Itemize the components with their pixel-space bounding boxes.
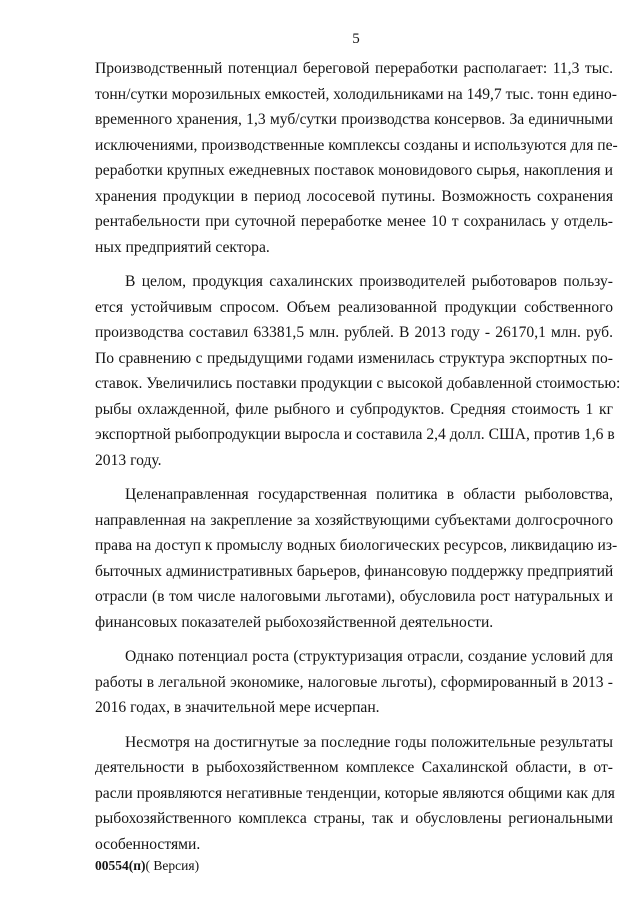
paragraph-line: временного хранения, 1,3 муб/сутки производства консервов. За единичными: [95, 111, 613, 128]
paragraph-line: рыбохозяйственного комплекса страны, так и обусловлены региональными: [95, 810, 613, 827]
paragraph-line: Несмотря на достигнутые за последние годы положительные результаты: [125, 733, 613, 751]
paragraph-line: По сравнению с предыдущими годами изменилась структура экспортных по-: [95, 349, 613, 367]
paragraph-line: быточных административных барьеров, финансовую поддержку предприятий: [95, 562, 614, 580]
paragraph-line: ставок. Увеличились поставки продукции с высокой добавленной стоимостью:: [95, 375, 621, 392]
paragraph-spacer: [95, 473, 613, 482]
paragraph-line: Однако потенциал роста (структуризация отрасли, создание условий для: [125, 648, 613, 665]
paragraph: [95, 644, 613, 721]
paragraph: [95, 56, 618, 260]
page-number: 5: [352, 31, 360, 47]
paragraph-line: рентабельности при суточной переработке менее 10 т сохранилась у отдель-: [95, 213, 613, 230]
paragraph-line: деятельности в рыбохозяйственном комплексе Сахалинской области, в от-: [95, 759, 613, 776]
paragraph-line: исключениями, производственные комплексы созданы и используются для пе-: [95, 136, 618, 154]
paragraph-line: расли проявляются негативные тенденции, которые являются общими как для: [95, 784, 615, 802]
paragraph-line: реработки крупных ежедневных поставок моновидового сырья, накопления и: [95, 162, 613, 179]
paragraph-spacer: [95, 260, 613, 269]
paragraph-line: ных предприятий сектора.: [95, 238, 270, 256]
paragraph-line: тонн/сутки морозильных емкостей, холодильниками на 149,7 тыс. тонн едино-: [95, 85, 617, 103]
paragraph-line: работы в легальной экономике, налоговые льготы), сформированный в 2013 -: [95, 673, 613, 691]
paragraph-line: права на доступ к промыслу водных биологических ресурсов, ликвидацию из-: [95, 537, 618, 554]
paragraph-spacer: [95, 721, 613, 730]
paragraph-line: направленная на закрепление за хозяйствующими субъектами долгосрочного: [95, 511, 613, 529]
paragraph-line: экспортной рыбопродукции выросла и составила 2,4 долл. США, против 1,6 в: [95, 426, 615, 443]
paragraph: [95, 269, 621, 473]
paragraph: [95, 730, 613, 858]
footer-label: ( Версия): [145, 858, 200, 873]
paragraph-line: 2016 годах, в значительной мере исчерпан.: [95, 699, 380, 716]
paragraph-line: Целенаправленная государственная политика в области рыболовства,: [125, 486, 613, 503]
paragraph-spacer: [95, 635, 613, 644]
paragraph-line: особенностями.: [95, 835, 201, 853]
paragraph-line: финансовых показателей рыбохозяйственной деятельности.: [95, 613, 494, 631]
document-body: [95, 56, 621, 857]
document-footer: [95, 858, 199, 874]
paragraph-line: отрасли (в том числе налоговыми льготами), обусловила рост натуральных и: [95, 588, 613, 605]
paragraph-line: Производственный потенциал береговой переработки располагает: 11,3 тыс.: [95, 60, 613, 77]
paragraph: [95, 482, 618, 635]
paragraph-line: хранения продукции в период лососевой путины. Возможность сохранения: [95, 187, 613, 205]
footer-code: 00554(п): [95, 858, 146, 873]
paragraph-line: производства составил 63381,5 млн. рублей. В 2013 году - 26170,1 млн. руб.: [95, 324, 613, 341]
paragraph-line: В целом, продукция сахалинских производителей рыботоваров пользу-: [125, 273, 613, 290]
paragraph-line: рыбы охлажденной, филе рыбного и субпродуктов. Средняя стоимость 1 кг: [95, 400, 613, 418]
paragraph-line: ется устойчивым спросом. Объем реализованной продукции собственного: [95, 298, 613, 316]
paragraph-line: 2013 году.: [95, 451, 162, 469]
